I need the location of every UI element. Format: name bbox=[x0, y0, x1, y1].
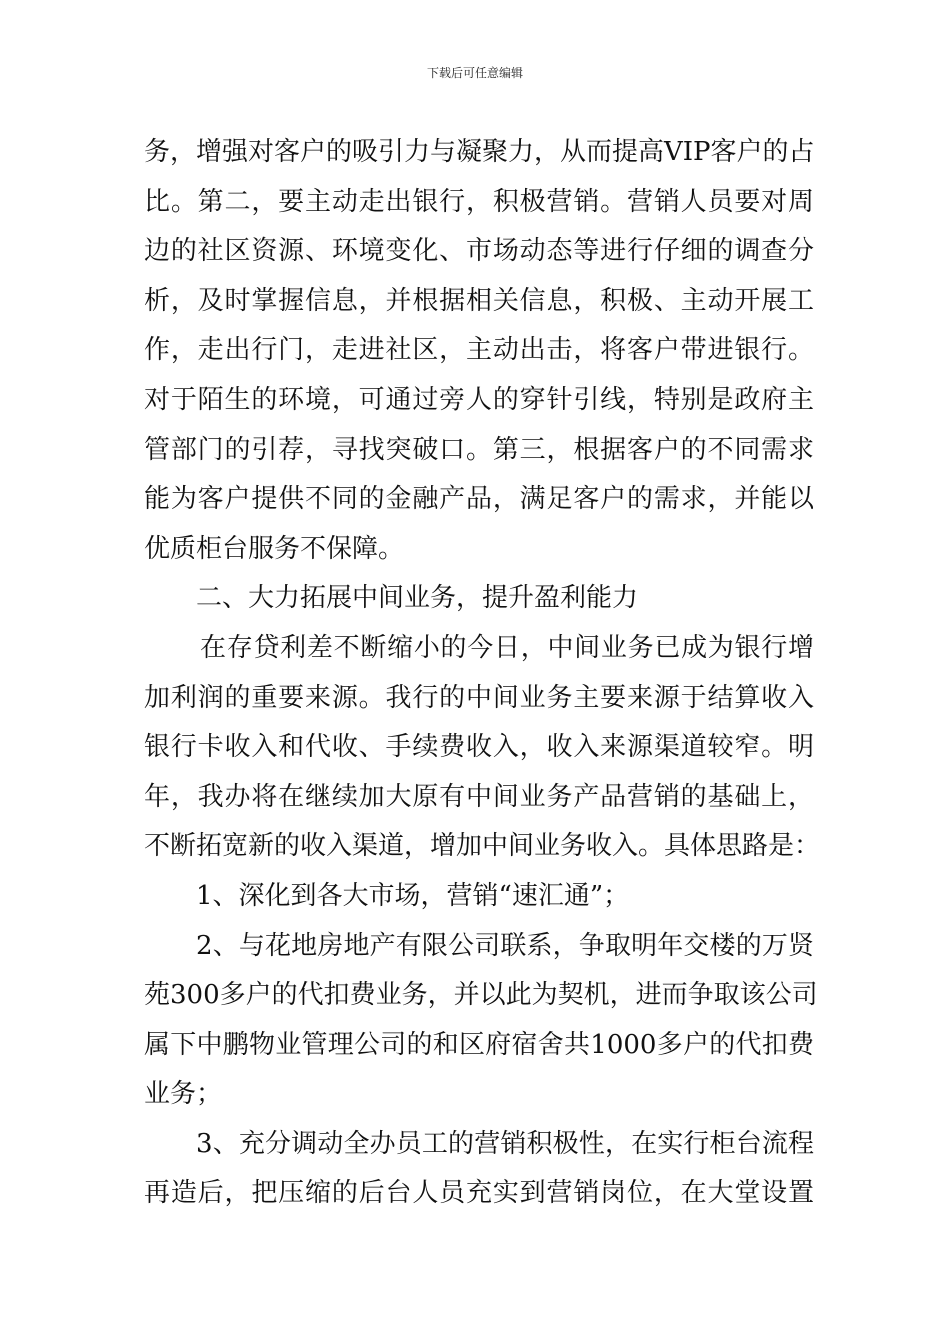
text-line: 务，增强对客户的吸引力与凝聚力，从而提高VIP客户的占 bbox=[144, 137, 815, 167]
text-line: 3、充分调动全办员工的营销积极性，在实行柜台流程 bbox=[196, 1128, 814, 1159]
text-line: 边的社区资源、环境变化、市场动态等进行仔细的调查分 bbox=[144, 236, 814, 267]
text-line: 作，走出行门，走进社区，主动出击，将客户带进银行。 bbox=[144, 335, 814, 366]
text-line: 能为客户提供不同的金融产品，满足客户的需求，并能以 bbox=[144, 484, 814, 515]
text-line: 年，我办将在继续加大原有中间业务产品营销的基础上， bbox=[144, 781, 814, 812]
text-line: 加利润的重要来源。我行的中间业务主要来源于结算收入 bbox=[144, 682, 814, 713]
text-line: 属下中鹏物业管理公司的和区府宿舍共1000多户的代扣费 bbox=[144, 1029, 814, 1060]
text-line: 再造后，把压缩的后台人员充实到营销岗位，在大堂设置 bbox=[144, 1178, 814, 1209]
text-line: 比。第二，要主动走出银行，积极营销。营销人员要对周 bbox=[144, 186, 814, 217]
document-body bbox=[144, 128, 821, 1219]
text-line: 析，及时掌握信息，并根据相关信息，积极、主动开展工 bbox=[144, 285, 814, 316]
text-line: 业务； bbox=[144, 1079, 223, 1110]
text-line: 银行卡收入和代收、手续费收入，收入来源渠道较窄。明 bbox=[144, 732, 814, 763]
text-line: 对于陌生的环境，可通过旁人的穿针引线，特别是政府主 bbox=[144, 384, 814, 415]
text-line: 2、与花地房地产有限公司联系，争取明年交楼的万贤 bbox=[196, 930, 814, 961]
text-line: 优质柜台服务不保障。 bbox=[144, 533, 405, 564]
text-line: 管部门的引荐，寻找突破口。第三，根据客户的不同需求 bbox=[144, 434, 814, 465]
text-line: 不断拓宽新的收入渠道，增加中间业务收入。具体思路是： bbox=[144, 831, 821, 862]
text-line: 在存贷利差不断缩小的今日，中间业务已成为银行增 bbox=[200, 632, 814, 663]
text-line: 苑300多户的代扣费业务，并以此为契机，进而争取该公司 bbox=[144, 980, 818, 1011]
text-line: 1、深化到各大市场，营销“速汇通”； bbox=[196, 880, 630, 911]
text-line: 二、大力拓展中间业务，提升盈利能力 bbox=[196, 583, 639, 614]
page-header: 下载后可任意编辑 bbox=[426, 66, 523, 80]
